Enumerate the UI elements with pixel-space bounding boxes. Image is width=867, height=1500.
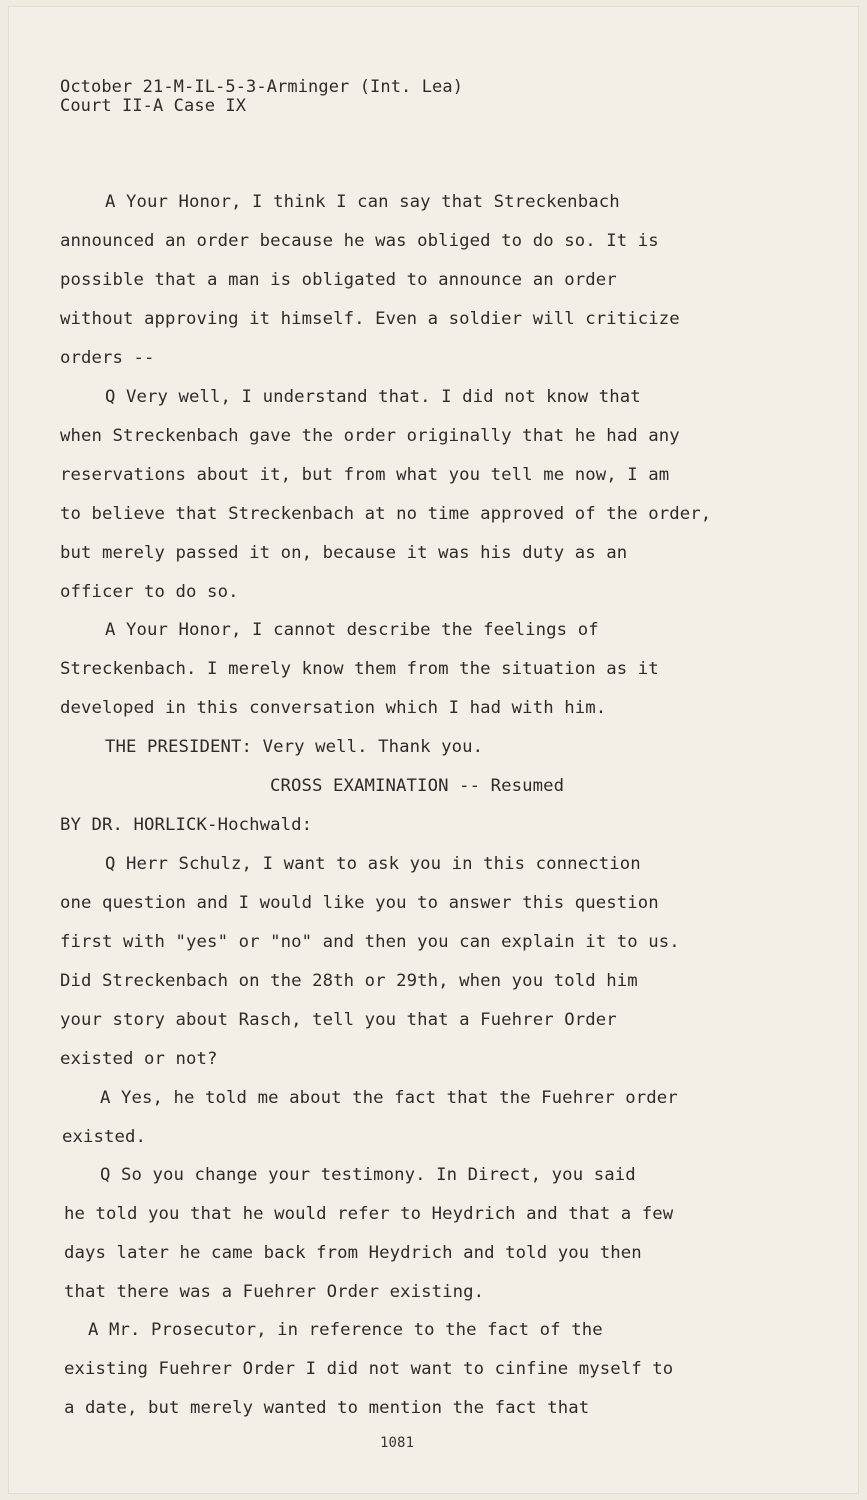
transcript-line: that there was a Fuehrer Order existing. — [64, 1282, 485, 1302]
transcript-line: reservations about it, but from what you tell me now, I am — [60, 465, 670, 485]
transcript-line: A Your Honor, I cannot describe the feelings of — [105, 620, 599, 640]
transcript-line: developed in this conversation which I had with him. — [60, 698, 607, 718]
transcript-line: possible that a man is obligated to announce an order — [60, 270, 617, 290]
transcript-line: to believe that Streckenbach at no time approved of the order, — [60, 504, 712, 524]
transcript-line: when Streckenbach gave the order originally that he had any — [60, 426, 680, 446]
transcript-line: existed. — [62, 1127, 147, 1147]
transcript-line: he told you that he would refer to Heydrich and that a few — [64, 1204, 674, 1224]
transcript-line: Q Herr Schulz, I want to ask you in this connection — [105, 854, 641, 874]
page-number: 1081 — [380, 1435, 415, 1451]
transcript-line: A Your Honor, I think I can say that Streckenbach — [105, 192, 620, 212]
transcript-line: Q So you change your testimony. In Direct, you said — [100, 1165, 636, 1185]
transcript-line: orders -- — [60, 348, 155, 368]
transcript-line: one question and I would like you to answer this question — [60, 893, 659, 913]
speaker-line: THE PRESIDENT: Very well. Thank you. — [105, 737, 484, 757]
transcript-line: existing Fuehrer Order I did not want to cinfine myself to — [64, 1359, 674, 1379]
section-heading: CROSS EXAMINATION -- Resumed — [270, 776, 565, 796]
transcript-line: a date, but merely wanted to mention the fact that — [64, 1398, 590, 1418]
transcript-line: A Yes, he told me about the fact that the Fuehrer order — [100, 1088, 678, 1108]
examiner-line: BY DR. HORLICK-Hochwald: — [60, 815, 313, 835]
transcript-line: officer to do so. — [60, 582, 239, 602]
transcript-line: existed or not? — [60, 1049, 218, 1069]
transcript-line: but merely passed it on, because it was his duty as an — [60, 543, 628, 563]
transcript-line: Q Very well, I understand that. I did not know that — [105, 387, 641, 407]
transcript-line: announced an order because he was obliged to do so. It is — [60, 231, 659, 251]
transcript-line: your story about Rasch, tell you that a Fuehrer Order — [60, 1010, 617, 1030]
transcript-line: days later he came back from Heydrich and told you then — [64, 1243, 642, 1263]
transcript-line: A Mr. Prosecutor, in reference to the fact of the — [88, 1320, 603, 1340]
header-line-1: October 21-M-IL-5-3-Arminger (Int. Lea) — [60, 77, 464, 97]
transcript-line: first with "yes" or "no" and then you can explain it to us. — [60, 932, 680, 952]
header-line-2: Court II-A Case IX — [60, 96, 247, 116]
transcript-line: without approving it himself. Even a soldier will criticize — [60, 309, 680, 329]
transcript-line: Streckenbach. I merely know them from the situation as it — [60, 659, 659, 679]
transcript-line: Did Streckenbach on the 28th or 29th, when you told him — [60, 971, 638, 991]
